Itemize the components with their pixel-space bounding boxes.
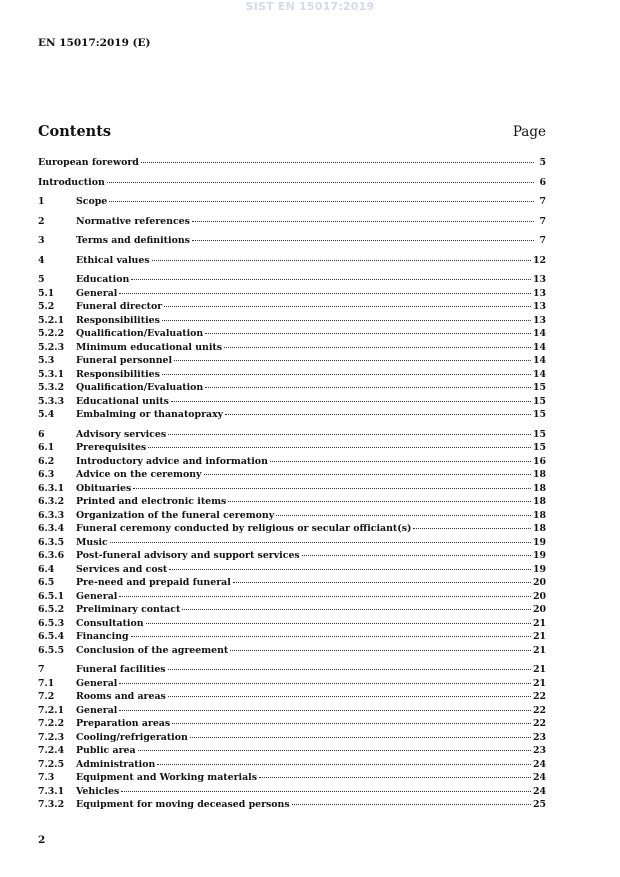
toc-entry-page: 18 <box>532 509 546 521</box>
toc-entry-title: Advisory services <box>76 428 167 440</box>
toc-dot-leader <box>157 764 531 765</box>
toc-entry-page: 15 <box>532 382 546 393</box>
toc-entry-page: 14 <box>532 355 546 366</box>
toc-entry[interactable] <box>38 176 546 190</box>
toc-entry[interactable] <box>38 495 546 509</box>
toc-entry[interactable] <box>38 428 546 442</box>
toc-entry-page: 13 <box>532 301 546 312</box>
toc-dot-leader <box>276 515 531 516</box>
toc-entry[interactable] <box>38 395 546 409</box>
toc-dot-leader <box>192 221 534 222</box>
toc-entry-number: 7.2.5 <box>38 758 65 770</box>
toc-entry-page: 13 <box>532 314 546 326</box>
toc-entry-title: European foreword <box>38 157 139 168</box>
toc-entry[interactable] <box>38 468 546 482</box>
toc-entry-title: Educational units <box>76 395 169 407</box>
toc-entry-number: 7.2.1 <box>38 704 65 716</box>
toc-entry-page: 21 <box>532 617 546 629</box>
toc-entry-page: 14 <box>532 341 546 353</box>
page-number: 2 <box>38 834 46 846</box>
toc-entry[interactable] <box>38 287 546 301</box>
toc-entry-title: General <box>76 704 118 716</box>
toc-entry-number: 6.3.6 <box>38 550 65 561</box>
toc-dot-leader <box>168 434 531 435</box>
toc-dot-leader <box>224 347 531 348</box>
toc-entry-page: 15 <box>532 442 546 453</box>
toc-dot-leader <box>119 293 531 294</box>
toc-entry-number: 7.3.1 <box>38 785 65 797</box>
toc-dot-leader <box>292 804 531 805</box>
toc-dot-leader <box>230 650 531 651</box>
toc-dot-leader <box>168 696 531 697</box>
toc-dot-leader <box>413 528 531 529</box>
toc-dot-leader <box>225 414 531 415</box>
toc-entry-number: 6.3.1 <box>38 482 65 494</box>
contents-header <box>38 123 546 140</box>
toc-entry[interactable] <box>38 744 546 758</box>
toc-entry[interactable] <box>38 273 546 287</box>
toc-dot-leader <box>119 683 531 684</box>
toc-entry[interactable] <box>38 482 546 496</box>
toc-entry-page: 23 <box>532 731 546 743</box>
toc-entry-page: 22 <box>532 718 546 729</box>
toc-entry[interactable] <box>38 455 546 469</box>
toc-entry-number: 6.5.5 <box>38 644 65 656</box>
toc-entry-title: Financing <box>76 631 129 642</box>
toc-dot-leader <box>119 710 531 711</box>
toc-entry[interactable] <box>38 354 546 368</box>
toc-entry-number: 7.3 <box>38 772 55 783</box>
toc-entry-title: Funeral facilities <box>76 664 166 675</box>
toc-entry-page: 16 <box>532 455 546 467</box>
toc-entry[interactable] <box>38 758 546 772</box>
toc-entry-title: Funeral personnel <box>76 355 173 366</box>
toc-entry-title: Services and cost <box>76 563 168 575</box>
toc-entry-page: 18 <box>532 523 546 534</box>
toc-entry-page: 20 <box>532 577 546 588</box>
toc-entry-title: Normative references <box>76 215 190 227</box>
toc-entry[interactable] <box>38 549 546 563</box>
page-column-label: Page <box>512 124 546 140</box>
toc-entry[interactable] <box>38 590 546 604</box>
toc-entry-number: 5.2.3 <box>38 341 65 353</box>
toc-entry[interactable] <box>38 441 546 455</box>
toc-entry-title: Cooling/refrigeration <box>76 731 188 743</box>
toc-entry[interactable] <box>38 254 546 268</box>
toc-entry-number: 1 <box>38 196 45 207</box>
toc-entry-page: 18 <box>532 496 546 507</box>
toc-entry-number: 6.3.3 <box>38 509 65 521</box>
toc-entry-page: 12 <box>532 254 546 266</box>
toc-entry-title: Ethical values <box>76 254 150 266</box>
toc-dot-leader <box>133 488 531 489</box>
toc-entry-page: 7 <box>539 215 546 227</box>
toc-entry-title: Funeral director <box>76 301 163 312</box>
toc-entry[interactable] <box>38 327 546 341</box>
toc-entry-page: 15 <box>532 428 546 440</box>
toc-dot-leader <box>205 387 531 388</box>
toc-entry[interactable] <box>38 536 546 550</box>
toc-entry-page: 13 <box>532 287 546 299</box>
toc-entry-title: General <box>76 677 118 689</box>
toc-entry-number: 7.2.4 <box>38 745 65 756</box>
toc-entry[interactable] <box>38 785 546 799</box>
toc-dot-leader <box>168 669 531 670</box>
toc-entry-title: Administration <box>76 758 156 770</box>
toc-entry[interactable] <box>38 341 546 355</box>
toc-entry-title: Equipment and Working materials <box>76 772 257 783</box>
toc-entry-title: Music <box>76 536 108 548</box>
toc-entry-number: 6.4 <box>38 563 55 575</box>
toc-entry[interactable] <box>38 195 546 209</box>
toc-entry-title: Vehicles <box>76 785 120 797</box>
toc-entry-title: Embalming or thanatopraxy <box>76 409 224 420</box>
toc-entry-number: 6.1 <box>38 442 55 453</box>
toc-entry-title: Introductory advice and information <box>76 455 268 467</box>
toc-entry-number: 7.1 <box>38 677 55 689</box>
toc-entry-title: Post-funeral advisory and support services <box>76 550 300 561</box>
toc-entry-number: 2 <box>38 215 45 227</box>
toc-dot-leader <box>109 201 534 202</box>
toc-entry[interactable] <box>38 522 546 536</box>
document-id: EN 15017:2019 (E) <box>38 37 151 49</box>
toc-entry[interactable] <box>38 300 546 314</box>
toc-entry-title: Education <box>76 274 130 285</box>
toc-entry-title: Printed and electronic items <box>76 496 227 507</box>
toc-entry-number: 5 <box>38 274 45 285</box>
toc-dot-leader <box>152 260 531 261</box>
toc-entry[interactable] <box>38 563 546 577</box>
toc-entry-page: 24 <box>532 785 546 797</box>
toc-entry-title: Advice on the ceremony <box>76 469 202 480</box>
toc-entry-title: Minimum educational units <box>76 341 223 353</box>
toc-entry-page: 13 <box>532 274 546 285</box>
toc-entry[interactable] <box>38 368 546 382</box>
toc-dot-leader <box>228 501 531 502</box>
toc-dot-leader <box>138 750 531 751</box>
toc-dot-leader <box>172 723 531 724</box>
watermark: SIST EN 15017:2019 <box>245 0 375 13</box>
toc-entry-page: 7 <box>539 196 546 207</box>
toc-dot-leader <box>205 333 531 334</box>
toc-entry-page: 14 <box>532 368 546 380</box>
toc-dot-leader <box>190 737 531 738</box>
toc-entry-page: 14 <box>532 328 546 339</box>
toc-entry-page: 6 <box>539 176 546 188</box>
toc-entry-number: 6.5.4 <box>38 631 65 642</box>
toc-entry-page: 24 <box>532 772 546 783</box>
toc-entry-title: Preparation areas <box>76 718 171 729</box>
toc-dot-leader <box>233 582 531 583</box>
toc-entry-title: Introduction <box>38 176 105 188</box>
toc-entry[interactable] <box>38 677 546 691</box>
toc-entry-title: Qualification/Evaluation <box>76 382 204 393</box>
toc-entry-page: 21 <box>532 664 546 675</box>
toc-entry-page: 15 <box>532 409 546 420</box>
toc-entry-title: Scope <box>76 196 108 207</box>
toc-entry-number: 5.2 <box>38 301 55 312</box>
toc-entry-number: 5.1 <box>38 287 55 299</box>
toc-entry-title: Pre-need and prepaid funeral <box>76 577 231 588</box>
toc-entry-title: Responsibilities <box>76 314 160 326</box>
toc-dot-leader <box>119 596 531 597</box>
toc-entry-title: Preliminary contact <box>76 604 181 615</box>
toc-entry-page: 19 <box>532 563 546 575</box>
toc-entry[interactable] <box>38 617 546 631</box>
toc-entry-title: Qualification/Evaluation <box>76 328 204 339</box>
toc-entry-title: Rooms and areas <box>76 691 166 702</box>
toc-entry-number: 5.3.1 <box>38 368 65 380</box>
toc-entry-number: 5.4 <box>38 409 55 420</box>
toc-dot-leader <box>162 374 531 375</box>
toc-entry-title: General <box>76 287 118 299</box>
toc-dot-leader <box>148 447 531 448</box>
toc-entry-number: 6.5 <box>38 577 55 588</box>
toc-entry[interactable] <box>38 408 546 422</box>
toc-entry-number: 5.3 <box>38 355 55 366</box>
toc-entry[interactable] <box>38 381 546 395</box>
toc-dot-leader <box>192 240 534 241</box>
toc-entry-page: 22 <box>532 704 546 716</box>
toc-entry-title: Funeral ceremony conducted by religious or secular officiant(s) <box>76 523 412 534</box>
toc-entry-number: 7.2.3 <box>38 731 65 743</box>
toc-entry-number: 6.3.2 <box>38 496 65 507</box>
toc-dot-leader <box>131 636 531 637</box>
toc-entry-page: 21 <box>532 644 546 656</box>
toc-dot-leader <box>182 609 531 610</box>
toc-entry-title: Responsibilities <box>76 368 160 380</box>
toc-entry-number: 7.2 <box>38 691 55 702</box>
toc-dot-leader <box>164 306 531 307</box>
toc-entry-title: Prerequisites <box>76 442 147 453</box>
toc-entry[interactable] <box>38 704 546 718</box>
toc-entry[interactable] <box>38 576 546 590</box>
toc-entry-title: General <box>76 590 118 602</box>
toc-entry-title: Terms and definitions <box>76 235 190 246</box>
toc-entry-title: Consultation <box>76 617 144 629</box>
toc-entry[interactable] <box>38 314 546 328</box>
toc-dot-leader <box>270 461 531 462</box>
toc-entry-number: 6.2 <box>38 455 55 467</box>
toc-dot-leader <box>169 569 531 570</box>
toc-entry-title: Public area <box>76 745 136 756</box>
toc-entry[interactable] <box>38 234 546 248</box>
toc-entry-number: 4 <box>38 254 45 266</box>
toc-entry[interactable] <box>38 771 546 785</box>
toc-entry-number: 5.2.1 <box>38 314 65 326</box>
toc-entry-number: 7 <box>38 664 45 675</box>
toc-entry-title: Organization of the funeral ceremony <box>76 509 275 521</box>
toc-entry-page: 23 <box>532 745 546 756</box>
toc-entry-page: 21 <box>532 631 546 642</box>
contents-title: Contents <box>38 123 112 140</box>
toc-entry-number: 7.3.2 <box>38 799 65 810</box>
toc-entry-number: 6.5.2 <box>38 604 65 615</box>
toc-entry-number: 6.3.4 <box>38 523 65 534</box>
toc-entry[interactable] <box>38 509 546 523</box>
toc-dot-leader <box>110 542 531 543</box>
toc-dot-leader <box>171 401 531 402</box>
toc-entry[interactable] <box>38 630 546 644</box>
toc-entry-number: 5.3.2 <box>38 382 65 393</box>
toc-entry-number: 6.5.1 <box>38 590 65 602</box>
toc-entry-number: 6.3.5 <box>38 536 65 548</box>
toc-entry[interactable] <box>38 663 546 677</box>
toc-dot-leader <box>146 623 531 624</box>
toc-entry-page: 18 <box>532 469 546 480</box>
toc-entry-page: 19 <box>532 550 546 561</box>
toc-entry-page: 24 <box>532 758 546 770</box>
toc-entry-page: 21 <box>532 677 546 689</box>
toc-entry-page: 20 <box>532 590 546 602</box>
table-of-contents <box>38 156 546 812</box>
toc-entry-number: 5.2.2 <box>38 328 65 339</box>
toc-entry[interactable] <box>38 603 546 617</box>
toc-dot-leader <box>302 555 531 556</box>
toc-entry-title: Obituaries <box>76 482 132 494</box>
toc-dot-leader <box>204 474 531 475</box>
toc-entry[interactable] <box>38 644 546 658</box>
toc-entry-number: 6.5.3 <box>38 617 65 629</box>
toc-entry[interactable] <box>38 731 546 745</box>
toc-entry[interactable] <box>38 156 546 170</box>
toc-dot-leader <box>107 182 534 183</box>
toc-dot-leader <box>131 279 531 280</box>
toc-entry-page: 18 <box>532 482 546 494</box>
toc-entry-page: 7 <box>539 235 546 246</box>
toc-entry-number: 7.2.2 <box>38 718 65 729</box>
toc-entry[interactable] <box>38 798 546 812</box>
toc-entry-page: 22 <box>532 691 546 702</box>
toc-entry-number: 3 <box>38 235 45 246</box>
toc-entry-number: 6 <box>38 428 45 440</box>
toc-entry[interactable] <box>38 717 546 731</box>
toc-entry-page: 25 <box>532 799 546 810</box>
toc-entry-title: Equipment for moving deceased persons <box>76 799 290 810</box>
toc-dot-leader <box>259 777 531 778</box>
toc-entry-page: 5 <box>539 157 546 168</box>
toc-entry-number: 5.3.3 <box>38 395 65 407</box>
toc-dot-leader <box>141 162 534 163</box>
toc-entry-number: 6.3 <box>38 469 55 480</box>
toc-dot-leader <box>174 360 531 361</box>
toc-entry-page: 19 <box>532 536 546 548</box>
toc-entry-page: 20 <box>532 604 546 615</box>
toc-entry-page: 15 <box>532 395 546 407</box>
toc-entry[interactable] <box>38 690 546 704</box>
toc-dot-leader <box>162 320 531 321</box>
toc-dot-leader <box>121 791 531 792</box>
toc-entry-title: Conclusion of the agreement <box>76 644 229 656</box>
toc-entry[interactable] <box>38 215 546 229</box>
